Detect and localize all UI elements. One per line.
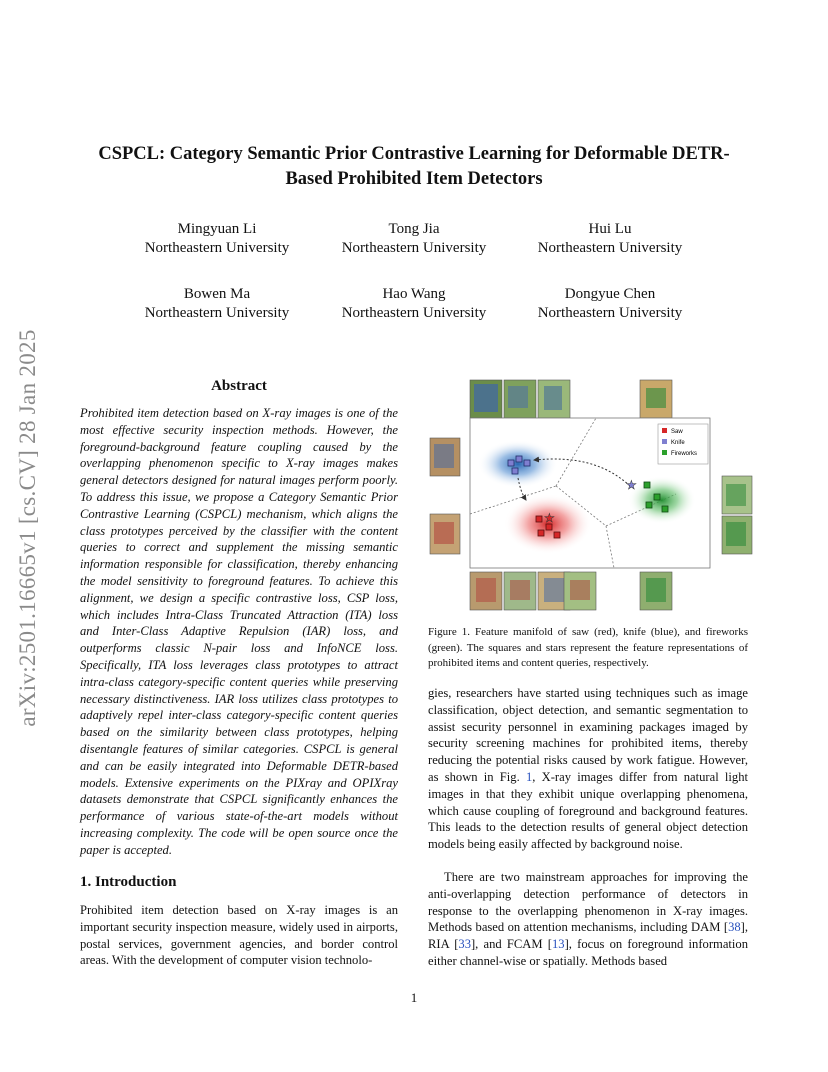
knife-query-star: ★ [626,478,637,492]
author-block [510,220,710,258]
author-block [314,220,514,258]
author-name: Mingyuan Li [177,221,257,237]
text-run: There are two mainstream approaches for improving the anti-overlapping detection performance of detectors in response to the overlapping phenomenon in X-ray images. Methods based on attention mechanisms, including DAM [ [428,870,748,935]
author-affiliation: Northeastern University [537,240,683,256]
figure-reference-link[interactable]: 1 [525,769,533,784]
author-block [117,220,317,258]
author-affiliation: Northeastern University [144,305,290,321]
knife-cluster [478,440,558,488]
saw-query-star: ★ [544,511,555,525]
author-name: Hao Wang [382,286,446,302]
legend-knife: Knife [671,440,685,446]
arxiv-stamp: arXiv:2501.16665v1 [cs.CV] 28 Jan 2025 [15,329,40,727]
abstract-text: Prohibited item detection based on X-ray images is one of the most effective security inspection methods. However, the foreground-background feature coupling caused by the overlapping phenomenon specific to X-ray images makes general detectors designed for natural images perform poorly. To address this issue, we propose a Category Semantic Prior Contrastive Learning (CSPCL) mechanism, which aligns the class prototypes perceived by the classifier with the content queries to correct and supplement the missing semantic information responsible for classification, thereby enhancing the model sensitivity to foreground features. To achieve this alignment, we design a specific contrastive loss, CSP loss, which includes Intra-Class Truncated Attraction (ITA) loss and Inter-Class Adaptive Repulsion (IAR) loss, and outperforms classic N-pair loss and InfoNCE loss. Specifically, ITA loss leverages class prototypes to attract intra-class category-specific content queries while preserving necessary distinctiveness. IAR loss utilizes class prototypes to adaptively repel inter-class category-specific content queries based on the similarity between class prototypes, helping disentangle features of similar categories. CSPCL is general and can be easily integrated into Deformable DETR-based models. Extensive experiments on the PIXray and OPIXray datasets demonstrate that CSPCL significantly enhances the performance of various state-of-the-art models without increasing complexity. The code will be open source once the paper is accepted. [80,406,398,857]
intro-text: Prohibited item detection based on X-ray images is an important security inspection measure, widely used in airports, postal services, government agencies, and border control areas. With the development of computer vision technolo- [80,903,398,968]
text-run: ], focus on foreground information either channel-wise or spatially. Methods based [428,937,748,968]
citation-link[interactable]: 33 [458,937,471,952]
author-block [510,285,710,323]
text-run: ], and FCAM [ [470,937,552,952]
text-run: ], RIA [ [428,920,748,952]
abstract-heading: Abstract [211,378,267,394]
section-heading: 1. Introduction [80,874,177,890]
figure-1 [426,376,756,616]
figure-legend [658,424,708,464]
author-name: Hui Lu [588,221,632,237]
legend-fireworks: Fireworks [671,451,698,457]
intro-paragraph-2 [428,869,748,970]
fireworks-cluster [628,476,696,524]
author-affiliation: Northeastern University [341,240,487,256]
author-block [117,285,317,323]
author-affiliation: Northeastern University [341,305,487,321]
paper-title: CSPCL: Category Semantic Prior Contrastive Learning for Deformable DETR-Based Prohibited Item Detectors [98,144,730,189]
feature-manifold-illustration [426,376,756,616]
author-name: Dongyue Chen [564,286,656,302]
page-number: 1 [410,990,418,1005]
author-name: Tong Jia [388,221,440,237]
text-run: gies, researchers have started using techniques such as image classification, object detection, and semantic segmentation to assist security personnel in examining packages imaged by security screening machines for prohibited items, thereby reducing the potential risks caused by work fatigue. However, as shown in Fig. [428,686,748,784]
author-block [314,285,514,323]
legend-saw: Saw [671,429,683,435]
figure-caption: Figure 1. Feature manifold of saw (red), knife (blue), and fireworks (green). The squares and stars represent the feature representations of prohibited items and content queries, respectively. [428,626,748,669]
author-affiliation: Northeastern University [537,305,683,321]
citation-link[interactable]: 13 [552,937,565,952]
author-name: Bowen Ma [183,286,251,302]
intro-continued-paragraph [428,685,748,853]
citation-link[interactable]: 38 [728,920,741,935]
text-run: , X-ray images differ from natural light images in that they exhibit unique overlapping phenomena, which cause coupling of foreground and background features. This leads to the detection results of general object detection models being easily affected by background noise. [428,769,748,852]
author-affiliation: Northeastern University [144,240,290,256]
